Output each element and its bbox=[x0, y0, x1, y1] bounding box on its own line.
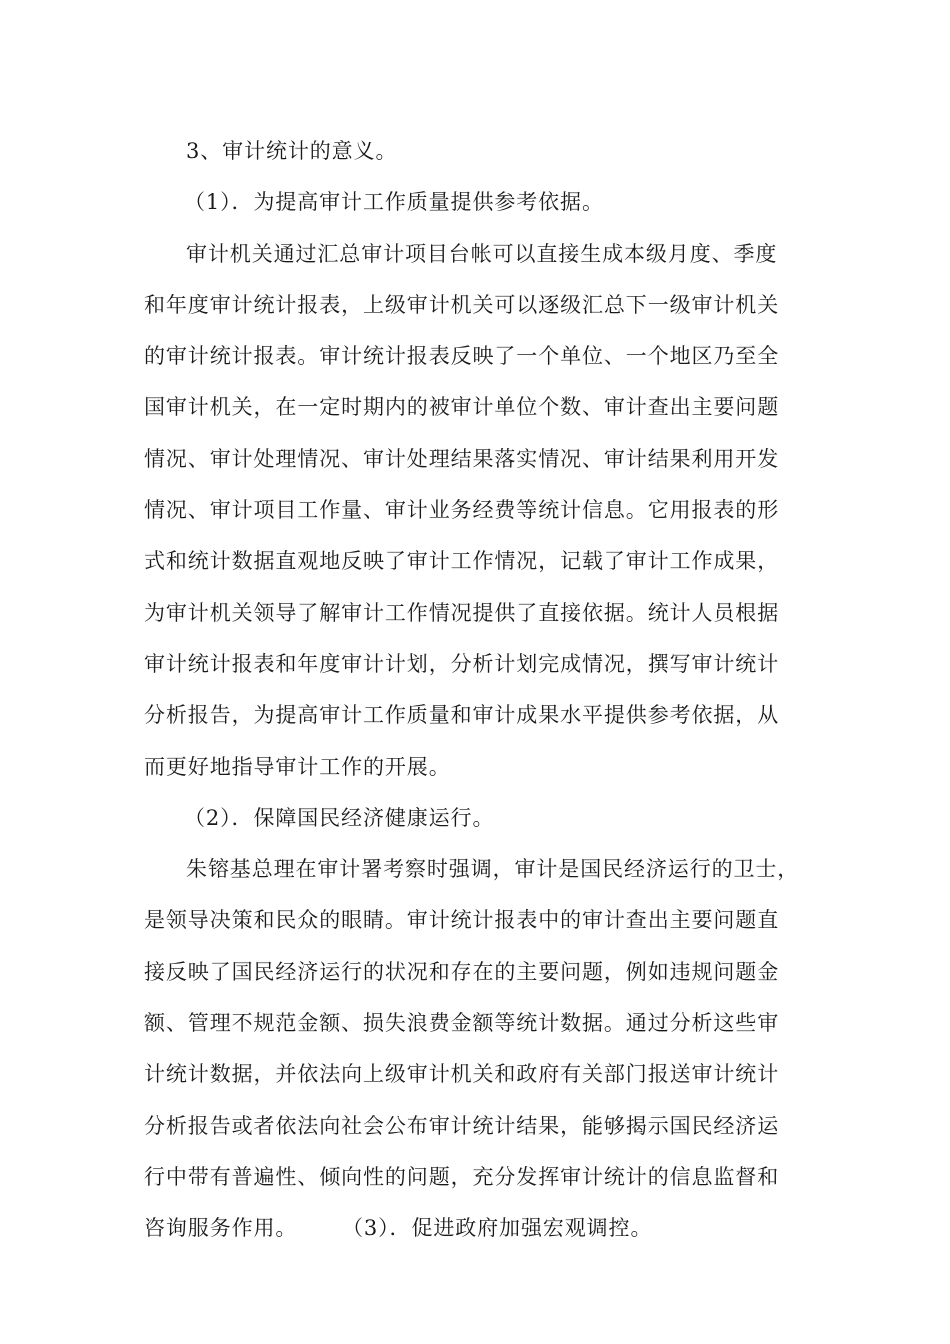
paragraph-line: 是领导决策和民众的眼睛。审计统计报表中的审计查出主要问题直 bbox=[144, 908, 780, 933]
paragraph-line: 为审计机关领导了解审计工作情况提供了直接依据。统计人员根据 bbox=[144, 600, 780, 625]
paragraph-line: 而更好地指导审计工作的开展。 bbox=[144, 754, 451, 779]
paragraph-line: 审计机关通过汇总审计项目台帐可以直接生成本级月度、季度 bbox=[186, 241, 778, 266]
paragraph-line: 计统计数据，并依法向上级审计机关和政府有关部门报送审计统计 bbox=[144, 1062, 780, 1087]
paragraph-line: 朱镕基总理在审计署考察时强调，审计是国民经济运行的卫士， bbox=[186, 857, 800, 882]
paragraph-line: 行中带有普遍性、倾向性的问题，充分发挥审计统计的信息监督和 bbox=[144, 1164, 780, 1189]
paragraph-line-with-subsection-3: 咨询服务作用。 （3）．促进政府加强宏观调控。 bbox=[144, 1216, 653, 1241]
paragraph-line: 接反映了国民经济运行的状况和存在的主要问题，例如违规问题金 bbox=[144, 959, 780, 984]
section-heading: 3、审计统计的意义。 bbox=[186, 139, 398, 163]
paragraph-line: 额、管理不规范金额、损失浪费金额等统计数据。通过分析这些审 bbox=[144, 1011, 780, 1036]
paragraph-line: 分析报告或者依法向社会公布审计统计结果，能够揭示国民经济运 bbox=[144, 1113, 780, 1138]
paragraph-line: 审计统计报表和年度审计计划，分析计划完成情况，撰写审计统计 bbox=[144, 651, 780, 676]
document-body bbox=[144, 136, 814, 1265]
paragraph-line: 情况、审计项目工作量、审计业务经费等统计信息。它用报表的形 bbox=[144, 498, 780, 523]
paragraph-line: 情况、审计处理情况、审计处理结果落实情况、审计结果利用开发 bbox=[144, 446, 780, 471]
paragraph-line: 和年度审计统计报表，上级审计机关可以逐级汇总下一级审计机关 bbox=[144, 292, 780, 317]
paragraph-line: 式和统计数据直观地反映了审计工作情况，记载了审计工作成果， bbox=[144, 549, 780, 574]
paragraph-line: 分析报告，为提高审计工作质量和审计成果水平提供参考依据，从 bbox=[144, 703, 780, 728]
subsection-heading-1: （1）．为提高审计工作质量提供参考依据。 bbox=[184, 190, 604, 215]
subsection-heading-2: （2）．保障国民经济健康运行。 bbox=[184, 805, 495, 830]
paragraph-line: 国审计机关，在一定时期内的被审计单位个数、审计查出主要问题 bbox=[144, 395, 780, 420]
paragraph-line: 的审计统计报表。审计统计报表反映了一个单位、一个地区乃至全 bbox=[144, 344, 780, 369]
